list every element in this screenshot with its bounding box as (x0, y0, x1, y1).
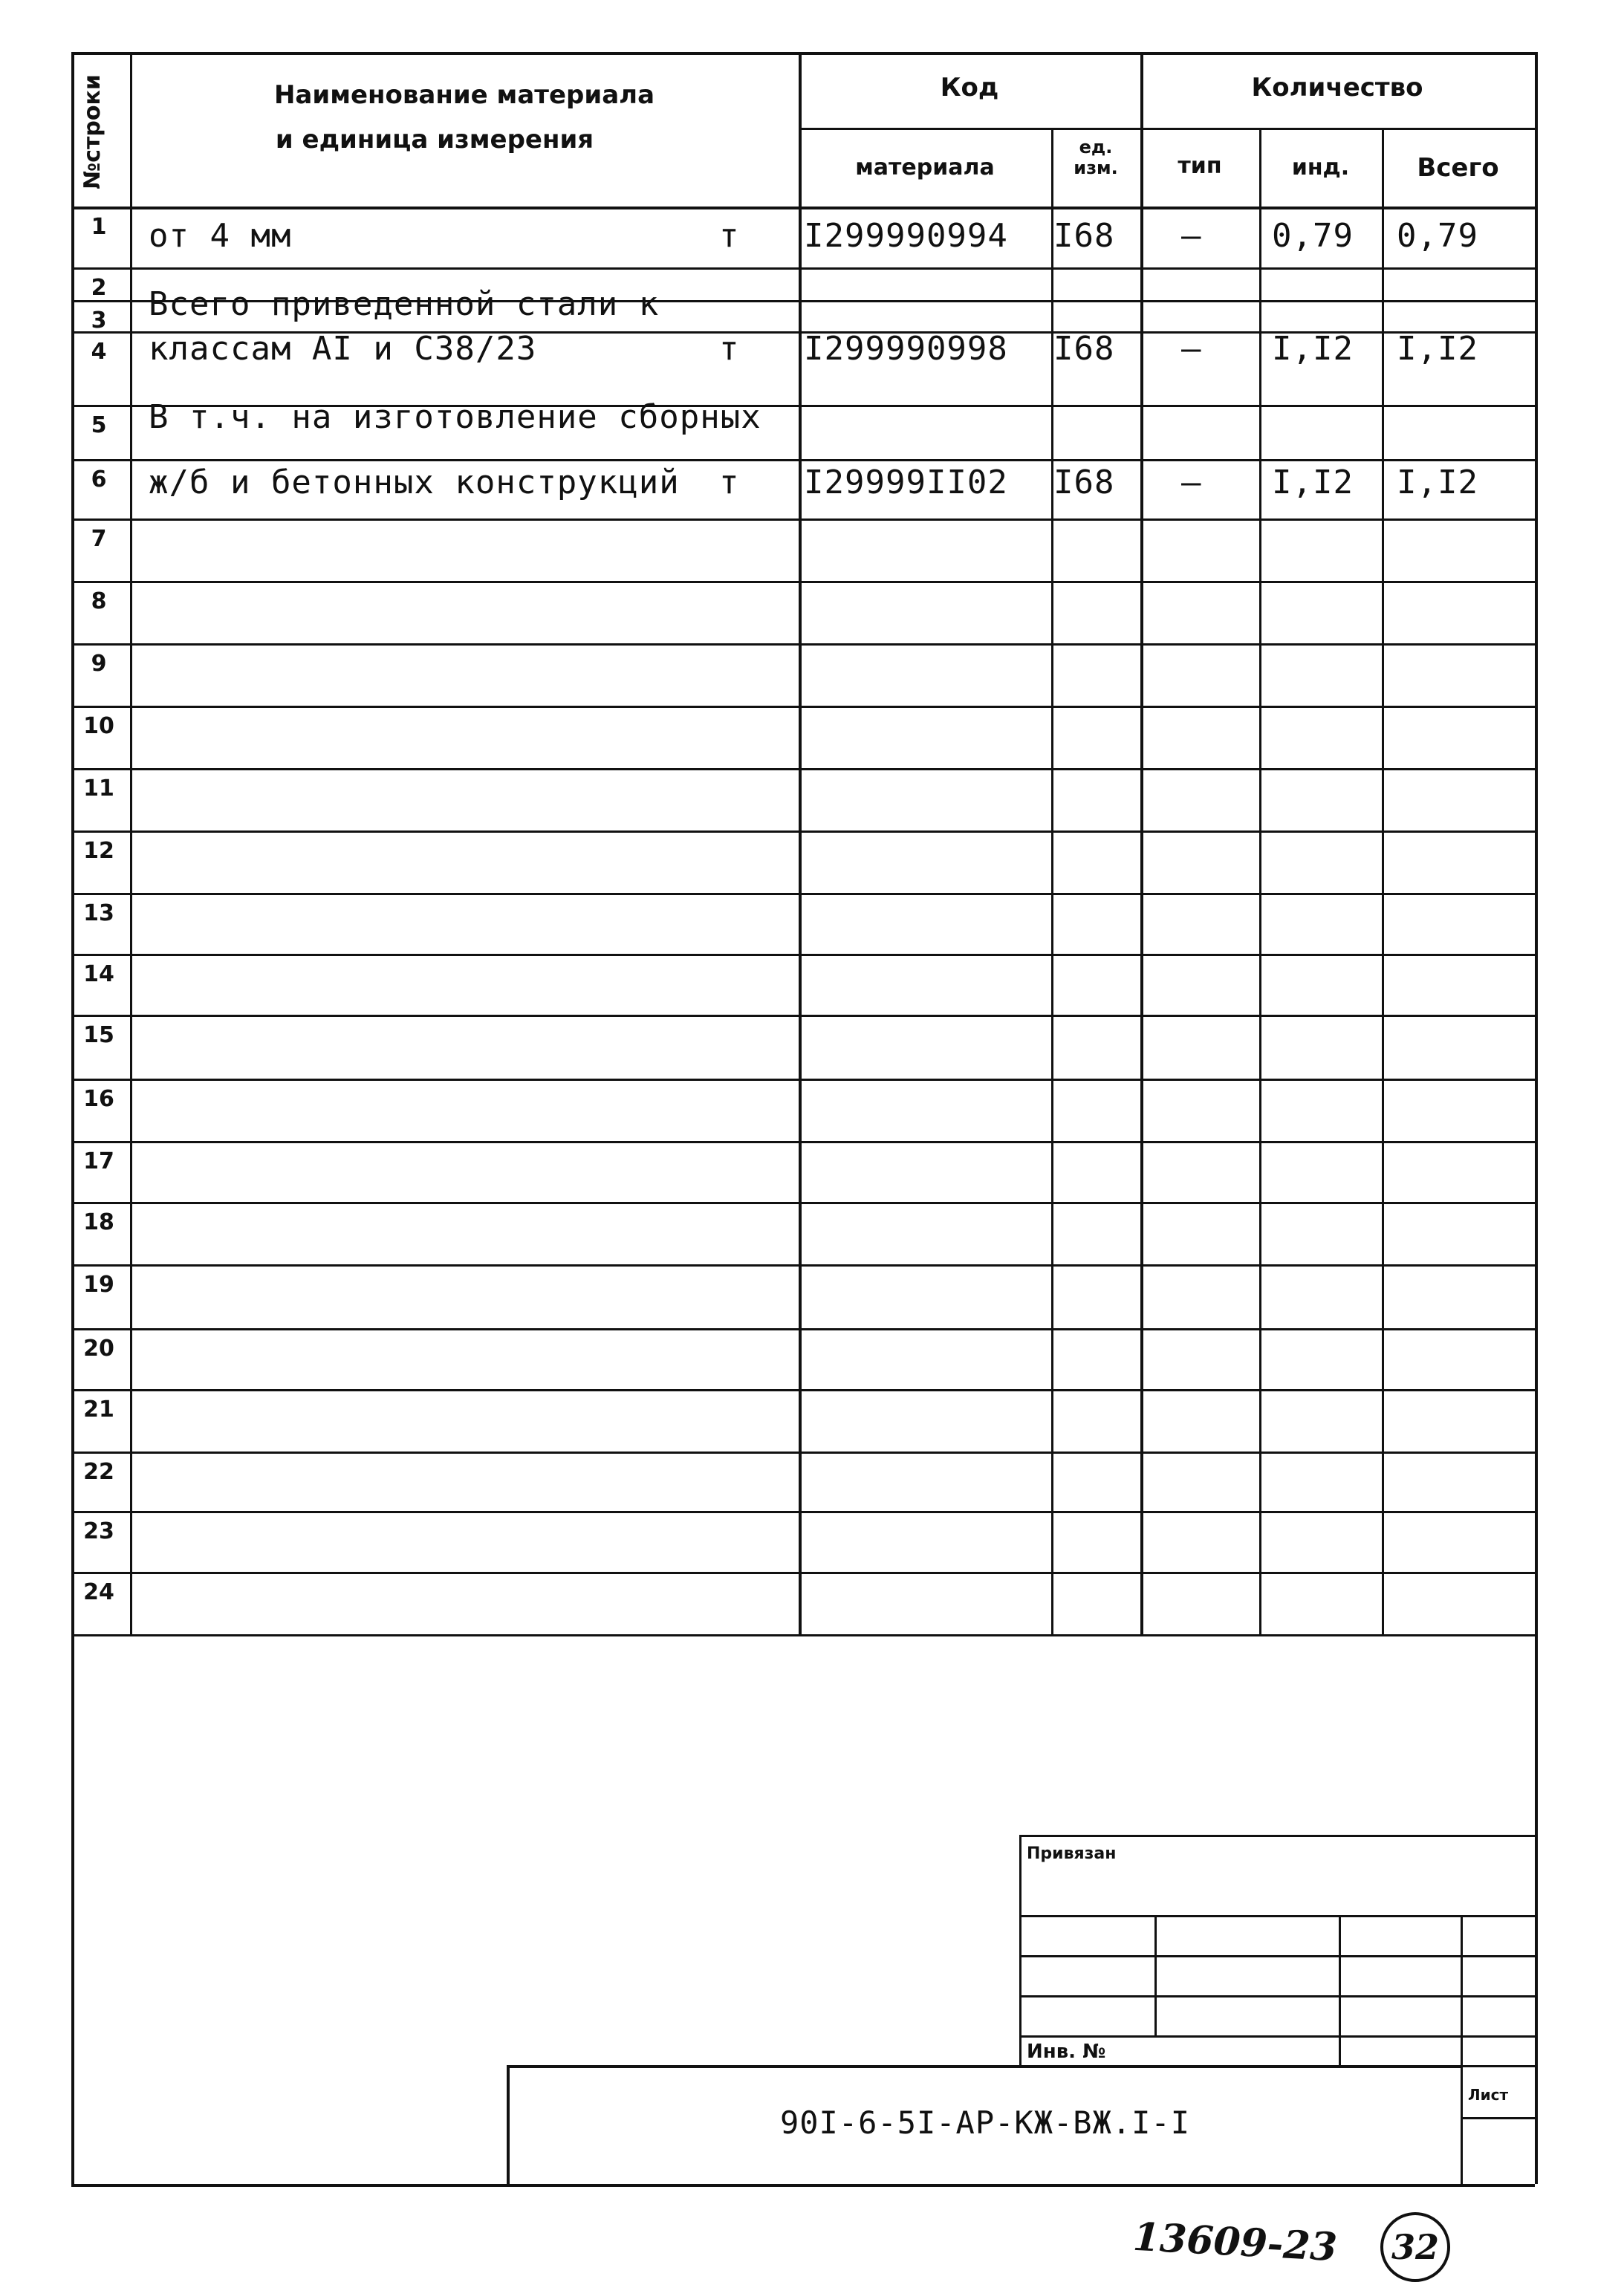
row-rule (71, 519, 1535, 521)
outer-frame-left (71, 52, 74, 2184)
row-rule (71, 1328, 1535, 1330)
row-number: 2 (91, 275, 107, 301)
row-rule (71, 830, 1535, 833)
row-number: 9 (91, 651, 107, 677)
row-number: 14 (83, 961, 114, 987)
cell-unit-code: I68 (1053, 464, 1115, 501)
title-box-top (507, 2065, 1461, 2068)
stamp-sheet-label: Лист (1468, 2086, 1509, 2104)
cell-total: 0,79 (1397, 217, 1478, 255)
row-number: 4 (91, 339, 107, 365)
table-rule (1382, 128, 1384, 1634)
cell-total: I,I2 (1397, 330, 1478, 368)
row-number: 6 (91, 467, 107, 493)
row-number: 10 (83, 713, 114, 739)
row-number: 18 (83, 1209, 114, 1235)
row-rule (71, 1264, 1535, 1267)
cell-individual: I,I2 (1272, 464, 1354, 501)
row-rule (71, 1634, 1535, 1636)
row-number: 1 (91, 214, 107, 240)
header-type: тип (1178, 153, 1222, 179)
row-rule (71, 581, 1535, 583)
cell-material-code: I29999II02 (804, 464, 1008, 501)
row-number: 7 (91, 526, 107, 552)
stamp-rule (1019, 1915, 1535, 1917)
row-number: 8 (91, 588, 107, 614)
outer-frame-right (1535, 52, 1538, 2184)
cell-material-name: В т.ч. на изготовление сборных (149, 398, 761, 436)
header-unit: ед. изм. (1074, 137, 1118, 178)
stamp-rule (1019, 1995, 1535, 1997)
row-rule (71, 1452, 1535, 1454)
header-bottom-rule (71, 207, 1535, 209)
row-rule (71, 1079, 1535, 1081)
row-number: 16 (83, 1086, 114, 1112)
cell-material-code: I299990994 (804, 217, 1008, 255)
row-number: 20 (83, 1336, 114, 1362)
header-total: Всего (1417, 153, 1499, 183)
row-number: 5 (91, 412, 107, 438)
row-rule (71, 1511, 1535, 1513)
header-material: материала (855, 155, 995, 181)
cell-unit-letter: т (719, 217, 740, 255)
cell-material-name: ж/б и бетонных конструкций (149, 464, 680, 501)
row-number: 13 (83, 900, 114, 926)
row-rule (71, 459, 1535, 461)
cell-unit-letter: т (719, 464, 740, 501)
header-quantity: Количество (1251, 73, 1423, 103)
table-rule (1140, 52, 1143, 1634)
row-number: 23 (83, 1518, 114, 1544)
stamp-rule (1019, 1835, 1022, 2065)
row-number: 3 (91, 308, 107, 334)
row-number: 24 (83, 1579, 114, 1605)
stamp-attached-label: Привязан (1027, 1844, 1117, 1863)
handwritten-archive-number: 13609-23 (1131, 2214, 1339, 2271)
row-number: 15 (83, 1022, 114, 1048)
cell-unit-letter: т (719, 330, 740, 368)
cell-total: I,I2 (1397, 464, 1478, 501)
header-name-line1: Наименование материала (273, 80, 655, 110)
row-rule (71, 1202, 1535, 1204)
header-name-line2: и единица измерения (275, 125, 594, 155)
header-code: Код (940, 73, 999, 103)
row-number: 22 (83, 1459, 114, 1485)
stamp-rule (1019, 2035, 1535, 2038)
cell-individual: 0,79 (1272, 217, 1354, 255)
stamp-rule (1339, 1915, 1341, 2065)
outer-frame-bottom (71, 2184, 1535, 2187)
row-rule (71, 893, 1535, 895)
sheet-box-rule (1461, 2117, 1535, 2119)
outer-frame-top (71, 52, 1535, 55)
row-rule (71, 706, 1535, 708)
stamp-rule (1019, 1835, 1535, 1837)
cell-type: – (1181, 330, 1202, 368)
stamp-rule (1019, 1955, 1535, 1957)
row-rule (71, 954, 1535, 956)
stamp-inv-no-label: Инв. № (1027, 2041, 1106, 2063)
circled-page-number-text: 32 (1391, 2227, 1439, 2267)
table-rule (1259, 128, 1261, 1634)
table-rule (130, 52, 132, 1634)
row-rule (71, 1389, 1535, 1391)
header-row-number-text: №строки (79, 74, 105, 189)
row-rule (71, 768, 1535, 770)
header-divider (799, 128, 1535, 130)
cell-material-name: Всего приведенной стали к (149, 285, 660, 323)
row-rule (71, 1015, 1535, 1017)
cell-unit-code: I68 (1053, 217, 1115, 255)
header-ind: инд. (1291, 155, 1350, 181)
cell-material-name: от 4 мм (149, 217, 292, 255)
cell-material-name: классам AI и С38/23 (149, 330, 537, 368)
stamp-rule (1154, 1915, 1157, 2035)
stamp-rule (1461, 1915, 1463, 2184)
row-rule (71, 267, 1535, 270)
cell-type: – (1181, 217, 1202, 255)
row-number: 12 (83, 838, 114, 864)
row-number: 17 (83, 1148, 114, 1174)
row-rule (71, 643, 1535, 646)
cell-material-code: I299990998 (804, 330, 1008, 368)
row-rule (71, 1141, 1535, 1143)
row-number: 19 (83, 1272, 114, 1298)
row-rule (71, 1572, 1535, 1574)
circled-page-number (1380, 2212, 1450, 2282)
document-designation: 90I-6-5I-AP-KЖ-BЖ.I-I (779, 2104, 1190, 2141)
cell-type: – (1181, 464, 1202, 501)
table-rule (799, 52, 802, 1634)
row-number: 11 (83, 776, 114, 802)
cell-individual: I,I2 (1272, 330, 1354, 368)
cell-unit-code: I68 (1053, 330, 1115, 368)
row-number: 21 (83, 1397, 114, 1423)
